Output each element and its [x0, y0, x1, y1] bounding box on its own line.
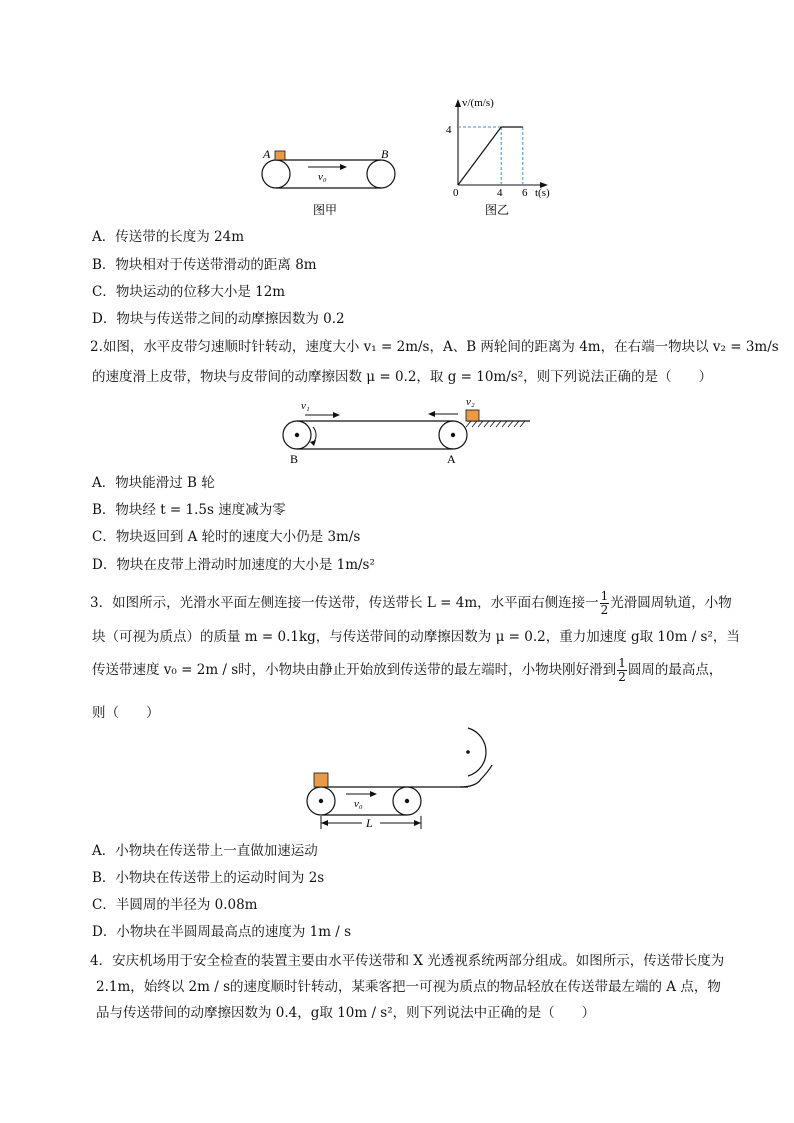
hatch-mark [472, 421, 477, 427]
q1-option-b: B．物块相对于传送带滑动的距离 8m [92, 257, 317, 273]
track-curve-join [460, 765, 492, 787]
q3-line3-text-end: 圆周的最高点， [627, 662, 723, 678]
block [275, 151, 285, 160]
q3-figure [300, 727, 515, 835]
q1-option-c: C．物块运动的位移大小是 12m [92, 284, 286, 300]
hatch-mark [508, 421, 513, 427]
q2-stem-line1: 2.如图，水平皮带匀速顺时针转动，速度大小 v₁ = 2m/s，A、B 两轮间的距离为 4m，在右端一物块以 v₂ = 3m/s [90, 339, 779, 355]
q2-stem-line2: 的速度滑上皮带，物块与皮带间的动摩擦因数 μ = 0.2，取 g = 10m/s²，则下列说法正确的是（ ） [92, 369, 713, 385]
series-segment-0 [458, 127, 501, 185]
label-a: A [447, 452, 456, 466]
y-axis-label: v/(m/s) [462, 97, 494, 109]
q1-option-a: A．传送带的长度为 24m [92, 229, 245, 245]
v1-label: v₁ [301, 400, 310, 412]
hatch-mark [484, 421, 489, 427]
x-axis-label: t(s) [535, 187, 550, 199]
hatch-mark [514, 421, 519, 427]
hatch-mark [520, 421, 525, 427]
q2-option-b: B．物块经 t = 1.5s 速度减为零 [92, 502, 286, 518]
q1-figure-b-vt-graph [440, 95, 570, 220]
label-b: B [381, 147, 389, 161]
frac-denominator: 2 [600, 603, 609, 617]
block [314, 773, 328, 787]
block [466, 410, 479, 421]
q3-option-b: B．小物块在传送带上的运动时间为 2s [92, 870, 325, 886]
velocity-arrowhead [340, 164, 347, 170]
q3-line1-text: 3．如图所示，光滑水平面左侧连接一传送带，传送带长 L = 4m，水平面右侧连接一 [90, 595, 599, 611]
q3-option-a: A．小物块在传送带上一直做加速运动 [92, 843, 318, 859]
semicircle-track [468, 728, 486, 776]
q3-stem-line2: 块（可视为质点）的质量 m = 0.1kg，与传送带间的动摩擦因数为 μ = 0.2，重力加速度 g取 10m / s²，当 [92, 629, 740, 645]
caption-b: 图乙 [485, 203, 510, 217]
q3-fraction-half [600, 590, 610, 617]
q4-stem-line3: 品与传送带间的动摩擦因数为 0.4，g取 10m / s²，则下列说法中正确的是（ ） [96, 1005, 596, 1021]
q2-figure [275, 393, 535, 468]
x-tick-4: 4 [497, 187, 503, 199]
q3-fraction-half-2 [617, 657, 627, 684]
q4-stem-line1: 4．安庆机场用于安全检查的装置主要由水平传送带和 X 光透视系统两部分组成。如图所示，传送带长度为 [90, 953, 725, 969]
v0-arrowhead [370, 791, 377, 797]
hatch-mark [466, 421, 471, 427]
y-axis-arrow [455, 99, 461, 107]
guide-lines [458, 127, 523, 185]
v0-label: v₀ [318, 171, 327, 183]
v0-label: v₀ [354, 798, 363, 810]
q3-option-c: C．半圆周的半径为 0.08m [92, 897, 258, 913]
frac-numerator: 1 [600, 589, 609, 603]
v2-label: v₂ [466, 396, 475, 408]
right-pulley-axle [405, 799, 409, 803]
q1-figure-a [255, 145, 405, 220]
q3-line1-text-end: 光滑圆周轨道，小物 [610, 595, 732, 611]
v1-arrowhead [333, 412, 340, 418]
hatch-mark [502, 421, 507, 427]
y-tick-4: 4 [446, 124, 452, 136]
label-b: B [290, 452, 299, 466]
caption-a: 图甲 [313, 203, 338, 217]
q2-option-d: D．物块在皮带上滑动时加速度的大小是 1m/s² [92, 557, 375, 573]
semicircle-center [466, 750, 470, 754]
ground-hatching [466, 421, 525, 427]
q2-option-c: C．物块返回到 A 轮时的速度大小仍是 3m/s [92, 529, 361, 545]
q3-stem-line3 [92, 657, 722, 684]
length-label: L [366, 816, 373, 830]
v2-arrowhead [428, 411, 435, 417]
length-arrow-left [321, 820, 328, 826]
hatch-mark [478, 421, 483, 427]
vt-series [458, 127, 523, 185]
label-a: A [263, 147, 271, 161]
length-arrow-right [414, 820, 421, 826]
x-tick-6: 6 [522, 187, 528, 199]
hatch-mark [496, 421, 501, 427]
left-pulley-axle [319, 799, 323, 803]
pulley-a-axle [451, 433, 455, 437]
right-pulley [367, 160, 395, 188]
q2-option-a: A．物块能滑过 B 轮 [92, 475, 215, 491]
pulley-b-axle [295, 433, 299, 437]
q3-stem-line4: 则（ ） [92, 705, 160, 721]
q3-line3-text: 传送带速度 v₀ = 2m / s时，小物块由静止开始放到传送带的最左端时，小物块刚好滑到 [92, 662, 617, 678]
hatch-mark [490, 421, 495, 427]
frac-denominator: 2 [618, 670, 626, 684]
q1-option-d: D．物块与传送带之间的动摩擦因数为 0.2 [92, 311, 345, 327]
frac-numerator: 1 [618, 656, 626, 670]
q4-stem-line2: 2.1m，始终以 2m / s的速度顺时针转动，某乘客把一可视为质点的物品轻放在传送带最左端的 A 点，物 [96, 979, 721, 995]
origin-label: 0 [453, 187, 459, 199]
q3-stem-line1 [90, 590, 732, 617]
rotation-arrowhead [310, 440, 316, 446]
left-pulley [262, 160, 290, 188]
q3-option-d: D．小物块在半圆周最高点的速度为 1m / s [92, 924, 352, 940]
